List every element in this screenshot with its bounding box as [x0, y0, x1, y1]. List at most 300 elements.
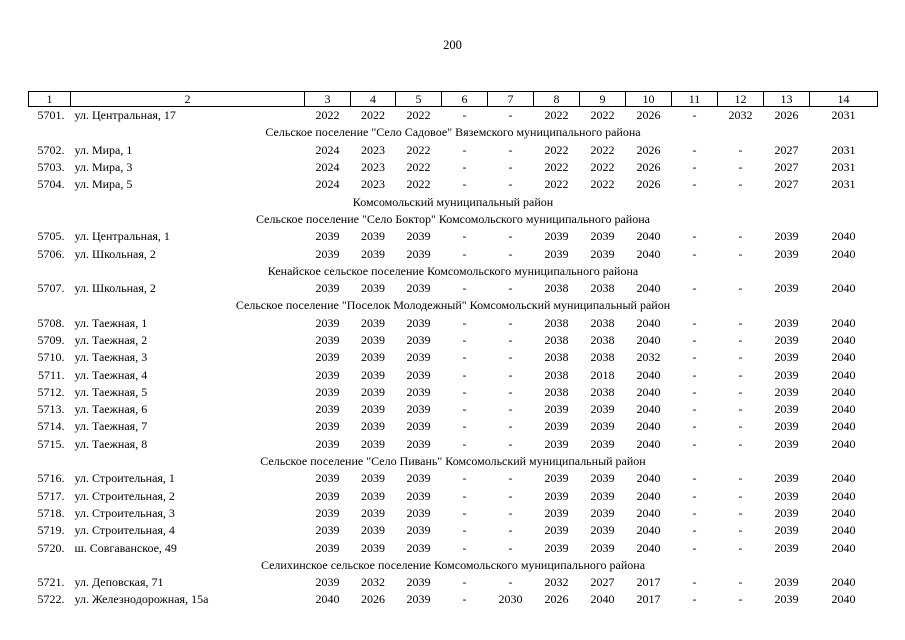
year-cell-col-12: - [738, 488, 743, 503]
year-cell-col-13: 2039 [774, 575, 799, 590]
address: ул. Таежная, 5 [74, 384, 148, 399]
year-cell-col-14: 2040 [831, 350, 856, 365]
year-cell-col-11: - [692, 160, 697, 175]
row-number: 5717. [37, 488, 65, 503]
year-cell-col-8: 2038 [544, 350, 569, 365]
column-number-header-row [29, 92, 878, 107]
row-number: 5712. [37, 384, 65, 399]
year-cell-col-8: 2022 [544, 142, 569, 157]
year-cell-col-3: 2039 [315, 246, 340, 261]
year-cell-col-13: 2027 [774, 142, 799, 157]
year-cell-col-11: - [692, 384, 697, 399]
row-number: 5702. [37, 142, 65, 157]
year-cell-col-7: - [508, 436, 513, 451]
year-cell-col-13: 2039 [774, 471, 799, 486]
year-cell-col-10: 2017 [636, 592, 661, 607]
table-row [29, 591, 878, 608]
table-row [29, 488, 878, 505]
year-cell-col-13: 2039 [774, 436, 799, 451]
year-cell-col-8: 2038 [544, 367, 569, 382]
year-cell-col-7: - [508, 471, 513, 486]
year-cell-col-4: 2026 [361, 592, 385, 607]
year-cell-col-11: - [692, 350, 697, 365]
year-cell-col-12: - [738, 177, 743, 192]
year-cell-col-13: 2039 [774, 350, 799, 365]
year-cell-col-3: 2039 [315, 471, 340, 486]
year-cell-col-13: 2039 [774, 333, 799, 347]
year-cell-col-8: 2022 [544, 177, 569, 192]
year-cell-col-5: 2039 [406, 488, 431, 503]
year-cell-col-9: 2039 [590, 436, 615, 451]
year-cell-col-6: - [462, 177, 467, 192]
year-cell-col-5: 2039 [406, 540, 431, 555]
year-cell-col-12: - [738, 315, 743, 330]
address: ул. Строительная, 4 [74, 523, 175, 538]
year-cell-col-5: 2022 [406, 177, 431, 192]
year-cell-col-6: - [462, 384, 467, 399]
year-cell-col-12: - [738, 367, 743, 382]
year-cell-col-6: - [462, 488, 467, 503]
year-cell-col-13: 2039 [774, 540, 799, 555]
year-cell-col-7: - [508, 160, 513, 175]
year-cell-col-10: 2040 [636, 540, 661, 555]
year-cell-col-11: - [692, 419, 697, 434]
year-cell-col-10: 2040 [636, 436, 661, 451]
year-cell-col-9: 2039 [590, 229, 615, 244]
address: ул. Таежная, 8 [74, 436, 148, 451]
year-cell-col-11: - [692, 142, 697, 157]
year-cell-col-12: - [738, 160, 743, 175]
year-cell-col-4: 2023 [361, 160, 385, 175]
table-row [29, 522, 878, 539]
year-cell-col-8: 2039 [544, 540, 569, 555]
year-cell-col-4: 2022 [361, 108, 385, 123]
year-cell-col-11: - [692, 540, 697, 555]
year-cell-col-13: 2039 [774, 246, 799, 261]
year-cell-col-3: 2039 [315, 436, 340, 451]
table-row [29, 384, 878, 401]
year-cell-col-6: - [462, 333, 467, 347]
address: ул. Центральная, 1 [74, 229, 170, 244]
year-cell-col-7: - [508, 229, 513, 244]
year-cell-col-10: 2040 [636, 419, 661, 434]
column-header-11: 11 [672, 92, 718, 107]
year-cell-col-4: 2039 [361, 350, 385, 365]
section-heading: Комсомольский муниципальный район [352, 194, 554, 209]
row-number: 5721. [37, 575, 65, 590]
table-row [29, 366, 878, 383]
column-header-3: 3 [305, 92, 351, 107]
section-heading-row [29, 193, 878, 210]
year-cell-col-11: - [692, 471, 697, 486]
year-cell-col-5: 2022 [406, 142, 431, 157]
year-cell-col-6: - [462, 419, 467, 434]
year-cell-col-6: - [462, 471, 467, 486]
year-cell-col-11: - [692, 575, 697, 590]
row-number: 5713. [37, 402, 65, 417]
year-cell-col-14: 2040 [831, 246, 856, 261]
year-cell-col-14: 2040 [831, 505, 856, 520]
year-cell-col-11: - [692, 315, 697, 330]
year-cell-col-9: 2038 [590, 315, 615, 330]
year-cell-col-10: 2040 [636, 402, 661, 417]
year-cell-col-4: 2039 [361, 419, 385, 434]
year-cell-col-9: 2039 [590, 402, 615, 417]
year-cell-col-6: - [462, 142, 467, 157]
table-row [29, 228, 878, 245]
year-cell-col-6: - [462, 160, 467, 175]
year-cell-col-5: 2039 [406, 315, 431, 330]
year-cell-col-9: 2039 [590, 523, 615, 538]
year-cell-col-5: 2039 [406, 575, 431, 590]
year-cell-col-6: - [462, 315, 467, 330]
column-header-6: 6 [442, 92, 488, 107]
address: ул. Таежная, 4 [74, 367, 148, 382]
year-cell-col-7: - [508, 108, 513, 123]
year-cell-col-8: 2039 [544, 471, 569, 486]
year-cell-col-11: - [692, 108, 697, 123]
year-cell-col-9: 2039 [590, 540, 615, 555]
column-header-12: 12 [718, 92, 764, 107]
table-row [29, 574, 878, 591]
address: ул. Таежная, 1 [74, 315, 148, 330]
row-number: 5714. [37, 419, 65, 434]
section-heading-row [29, 453, 878, 470]
section-heading-row [29, 124, 878, 141]
year-cell-col-9: 2038 [590, 350, 615, 365]
year-cell-col-4: 2039 [361, 229, 385, 244]
section-heading: Кенайское сельское поселение Комсомольского муниципального района [267, 263, 639, 278]
year-cell-col-11: - [692, 402, 697, 417]
year-cell-col-14: 2040 [831, 523, 856, 538]
year-cell-col-9: 2039 [590, 488, 615, 503]
row-number: 5704. [37, 177, 65, 192]
year-cell-col-3: 2024 [315, 142, 340, 157]
year-cell-col-5: 2039 [406, 592, 431, 607]
year-cell-col-12: - [738, 281, 743, 296]
year-cell-col-10: 2026 [636, 142, 661, 157]
table-row [29, 470, 878, 487]
year-cell-col-14: 2040 [831, 367, 856, 382]
year-cell-col-5: 2039 [406, 436, 431, 451]
year-cell-col-11: - [692, 592, 697, 607]
year-cell-col-4: 2039 [361, 505, 385, 520]
column-header-14: 14 [810, 92, 878, 107]
year-cell-col-5: 2039 [406, 333, 431, 347]
year-cell-col-4: 2039 [361, 540, 385, 555]
row-number: 5716. [37, 471, 65, 486]
year-cell-col-6: - [462, 436, 467, 451]
column-header-4: 4 [351, 92, 396, 107]
year-cell-col-5: 2039 [406, 281, 431, 296]
year-cell-col-13: 2039 [774, 229, 799, 244]
year-cell-col-12: - [738, 505, 743, 520]
year-cell-col-12: - [738, 592, 743, 607]
year-cell-col-5: 2039 [406, 367, 431, 382]
year-cell-col-3: 2039 [315, 384, 340, 399]
year-cell-col-3: 2039 [315, 575, 340, 590]
year-cell-col-12: - [738, 229, 743, 244]
year-cell-col-9: 2039 [590, 471, 615, 486]
year-cell-col-8: 2039 [544, 246, 569, 261]
year-cell-col-7: - [508, 505, 513, 520]
address: ул. Мира, 5 [74, 177, 133, 192]
table-row [29, 142, 878, 159]
year-cell-col-4: 2039 [361, 471, 385, 486]
year-cell-col-7: - [508, 367, 513, 382]
year-cell-col-14: 2040 [831, 488, 856, 503]
year-cell-col-7: - [508, 142, 513, 157]
year-cell-col-12: - [738, 350, 743, 365]
year-cell-col-8: 2038 [544, 315, 569, 330]
year-cell-col-14: 2040 [831, 333, 856, 347]
year-cell-col-8: 2039 [544, 505, 569, 520]
year-cell-col-5: 2039 [406, 419, 431, 434]
year-cell-col-4: 2039 [361, 367, 385, 382]
row-number: 5705. [37, 229, 65, 244]
row-number: 5708. [37, 315, 65, 330]
row-number: 5711. [37, 367, 65, 382]
year-cell-col-13: 2039 [774, 367, 799, 382]
address: ул. Железнодорожная, 15а [74, 592, 209, 607]
year-cell-col-7: - [508, 419, 513, 434]
year-cell-col-5: 2039 [406, 229, 431, 244]
year-cell-col-8: 2039 [544, 402, 569, 417]
year-cell-col-6: - [462, 229, 467, 244]
year-cell-col-10: 2040 [636, 367, 661, 382]
year-cell-col-9: 2040 [590, 592, 615, 607]
year-cell-col-13: 2039 [774, 315, 799, 330]
column-header-10: 10 [626, 92, 672, 107]
year-cell-col-5: 2022 [406, 160, 431, 175]
year-cell-col-14: 2031 [831, 160, 856, 175]
year-cell-col-14: 2040 [831, 592, 856, 607]
year-cell-col-12: - [738, 436, 743, 451]
year-cell-col-3: 2039 [315, 540, 340, 555]
year-cell-col-6: - [462, 523, 467, 538]
year-cell-col-8: 2039 [544, 419, 569, 434]
year-cell-col-11: - [692, 488, 697, 503]
year-cell-col-11: - [692, 333, 697, 347]
year-cell-col-12: - [738, 384, 743, 399]
year-cell-col-7: - [508, 402, 513, 417]
year-cell-col-10: 2032 [636, 350, 661, 365]
year-cell-col-3: 2039 [315, 505, 340, 520]
year-cell-col-4: 2039 [361, 523, 385, 538]
year-cell-col-9: 2038 [590, 333, 615, 347]
year-cell-col-4: 2039 [361, 315, 385, 330]
year-cell-col-4: 2032 [361, 575, 385, 590]
year-cell-col-7: - [508, 281, 513, 296]
year-cell-col-11: - [692, 367, 697, 382]
year-cell-col-9: 2038 [590, 384, 615, 399]
year-cell-col-6: - [462, 246, 467, 261]
year-cell-col-9: 2022 [590, 160, 615, 175]
year-cell-col-9: 2018 [590, 367, 615, 382]
year-cell-col-14: 2040 [831, 471, 856, 486]
address: ул. Таежная, 3 [74, 350, 148, 365]
address: ул. Таежная, 7 [74, 419, 148, 434]
section-heading: Селихинское сельское поселение Комсомольского муниципального района [260, 557, 646, 572]
year-cell-col-12: - [738, 540, 743, 555]
year-cell-col-11: - [692, 246, 697, 261]
year-cell-col-5: 2039 [406, 350, 431, 365]
table-body [29, 92, 878, 609]
year-cell-col-5: 2039 [406, 505, 431, 520]
year-cell-col-4: 2039 [361, 246, 385, 261]
year-cell-col-14: 2040 [831, 402, 856, 417]
year-cell-col-7: - [508, 540, 513, 555]
row-number: 5703. [37, 160, 65, 175]
year-cell-col-6: - [462, 350, 467, 365]
year-cell-col-9: 2039 [590, 505, 615, 520]
year-cell-col-4: 2039 [361, 333, 385, 347]
year-cell-col-10: 2040 [636, 488, 661, 503]
year-cell-col-7: - [508, 488, 513, 503]
year-cell-col-14: 2040 [831, 575, 856, 590]
year-cell-col-3: 2039 [315, 281, 340, 296]
year-cell-col-4: 2039 [361, 281, 385, 296]
section-heading-row [29, 211, 878, 228]
year-cell-col-4: 2039 [361, 436, 385, 451]
year-cell-col-8: 2038 [544, 333, 569, 347]
year-cell-col-10: 2026 [636, 160, 661, 175]
year-cell-col-7: - [508, 177, 513, 192]
year-cell-col-3: 2039 [315, 333, 340, 347]
year-cell-col-7: 2030 [498, 592, 523, 607]
table-row [29, 280, 878, 297]
year-cell-col-7: - [508, 523, 513, 538]
address: ул. Строительная, 2 [74, 488, 175, 503]
year-cell-col-3: 2039 [315, 419, 340, 434]
table-row [29, 332, 878, 349]
page-number: 200 [443, 38, 462, 52]
year-cell-col-8: 2022 [544, 160, 569, 175]
year-cell-col-6: - [462, 367, 467, 382]
address: ул. Мира, 3 [74, 160, 133, 175]
year-cell-col-13: 2039 [774, 402, 799, 417]
year-cell-col-11: - [692, 523, 697, 538]
address: ул. Центральная, 17 [74, 108, 176, 123]
year-cell-col-9: 2022 [590, 142, 615, 157]
year-cell-col-12: - [738, 419, 743, 434]
year-cell-col-10: 2040 [636, 246, 661, 261]
year-cell-col-3: 2024 [315, 177, 340, 192]
year-cell-col-10: 2040 [636, 281, 661, 296]
year-cell-col-9: 2039 [590, 419, 615, 434]
table-row [29, 418, 878, 435]
address: ш. Совгаванское, 49 [74, 540, 177, 555]
year-cell-col-6: - [462, 402, 467, 417]
row-number: 5718. [37, 505, 65, 520]
year-cell-col-14: 2040 [831, 540, 856, 555]
year-cell-col-8: 2022 [544, 108, 569, 123]
year-cell-col-7: - [508, 315, 513, 330]
year-cell-col-3: 2039 [315, 229, 340, 244]
year-cell-col-7: - [508, 246, 513, 261]
year-cell-col-8: 2026 [544, 592, 569, 607]
table-row [29, 349, 878, 366]
year-cell-col-3: 2039 [315, 402, 340, 417]
year-cell-col-5: 2039 [406, 523, 431, 538]
year-cell-col-13: 2039 [774, 488, 799, 503]
year-cell-col-9: 2022 [590, 108, 615, 123]
year-cell-col-7: - [508, 575, 513, 590]
year-cell-col-3: 2039 [315, 367, 340, 382]
year-cell-col-11: - [692, 177, 697, 192]
section-heading-row [29, 297, 878, 314]
column-header-2: 2 [71, 92, 305, 107]
year-cell-col-14: 2040 [831, 229, 856, 244]
year-cell-col-6: - [462, 505, 467, 520]
table-row [29, 315, 878, 332]
year-cell-col-13: 2039 [774, 523, 799, 538]
year-cell-col-10: 2040 [636, 384, 661, 399]
year-cell-col-10: 2026 [636, 108, 661, 123]
year-cell-col-8: 2038 [544, 281, 569, 296]
year-cell-col-4: 2039 [361, 402, 385, 417]
year-cell-col-10: 2026 [636, 177, 661, 192]
housing-schedule-table [28, 91, 878, 609]
year-cell-col-9: 2022 [590, 177, 615, 192]
column-header-1: 1 [29, 92, 71, 107]
row-number: 5715. [37, 436, 65, 451]
year-cell-col-3: 2024 [315, 160, 340, 175]
address: ул. Мира, 1 [74, 142, 133, 157]
year-cell-col-8: 2039 [544, 488, 569, 503]
year-cell-col-14: 2040 [831, 315, 856, 330]
year-cell-col-10: 2040 [636, 333, 661, 347]
year-cell-col-5: 2039 [406, 246, 431, 261]
year-cell-col-14: 2031 [831, 108, 856, 123]
year-cell-col-9: 2039 [590, 246, 615, 261]
year-cell-col-9: 2038 [590, 281, 615, 296]
year-cell-col-12: - [738, 142, 743, 157]
year-cell-col-8: 2032 [544, 575, 569, 590]
year-cell-col-13: 2039 [774, 384, 799, 399]
year-cell-col-13: 2027 [774, 177, 799, 192]
section-heading: Сельское поселение "Поселок Молодежный" Комсомольский муниципальный район [235, 298, 671, 313]
year-cell-col-12: - [738, 333, 743, 347]
section-heading: Сельское поселение "Село Пивань" Комсомольский муниципальный район [260, 454, 646, 469]
year-cell-col-14: 2040 [831, 436, 856, 451]
row-number: 5709. [37, 333, 65, 347]
year-cell-col-6: - [462, 108, 467, 123]
year-cell-col-7: - [508, 333, 513, 347]
year-cell-col-10: 2040 [636, 523, 661, 538]
address: ул. Строительная, 3 [74, 505, 175, 520]
year-cell-col-12: - [738, 471, 743, 486]
year-cell-col-3: 2040 [315, 592, 340, 607]
year-cell-col-10: 2017 [636, 575, 661, 590]
year-cell-col-13: 2039 [774, 419, 799, 434]
year-cell-col-13: 2039 [774, 592, 799, 607]
year-cell-col-11: - [692, 505, 697, 520]
year-cell-col-5: 2022 [406, 108, 431, 123]
year-cell-col-6: - [462, 575, 467, 590]
year-cell-col-14: 2040 [831, 281, 856, 296]
year-cell-col-7: - [508, 350, 513, 365]
address: ул. Школьная, 2 [74, 281, 156, 296]
address: ул. Строительная, 1 [74, 471, 175, 486]
year-cell-col-14: 2031 [831, 177, 856, 192]
address: ул. Школьная, 2 [74, 246, 156, 261]
year-cell-col-8: 2038 [544, 384, 569, 399]
year-cell-col-4: 2023 [361, 177, 385, 192]
year-cell-col-12: - [738, 575, 743, 590]
year-cell-col-13: 2026 [774, 108, 799, 123]
row-number: 5707. [37, 281, 65, 296]
